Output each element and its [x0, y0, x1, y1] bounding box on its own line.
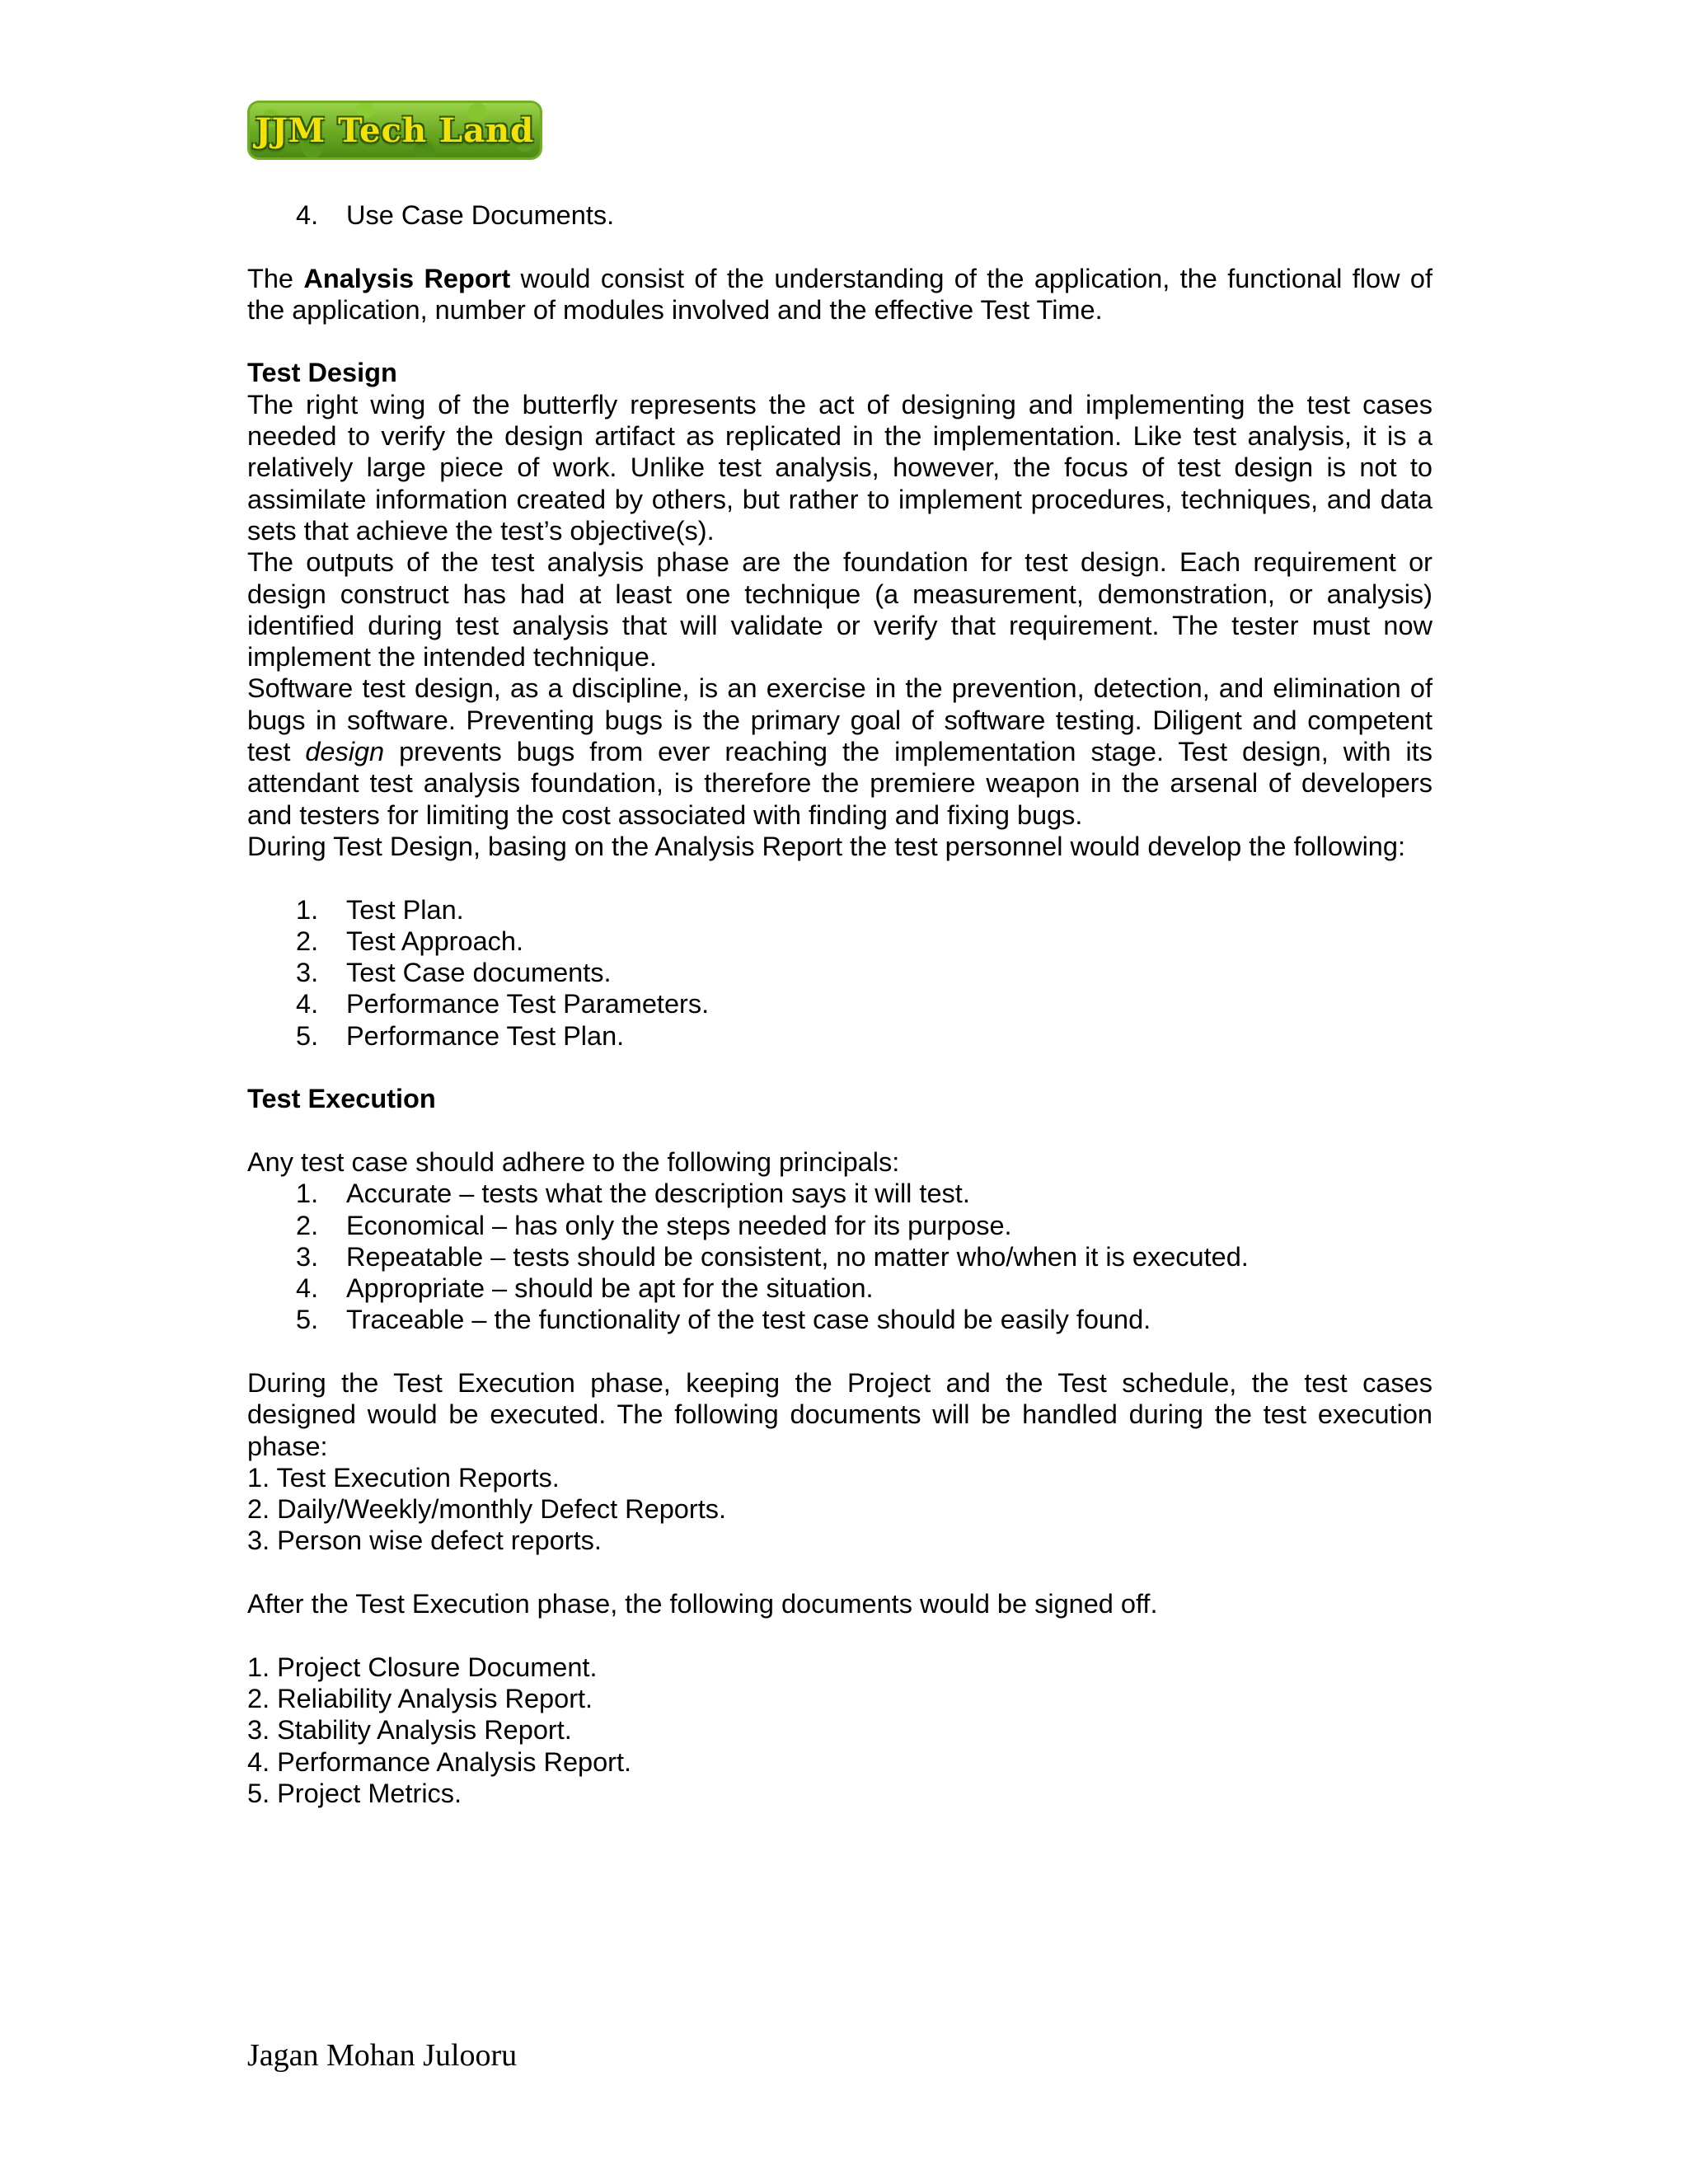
- execution-doc-line: 2. Daily/Weekly/monthly Defect Reports.: [247, 1494, 727, 1525]
- list-item-text: Test Case documents.: [346, 958, 612, 988]
- test-design-paragraph-4: During Test Design, basing on the Analysis Report the test personnel would develop the following:: [247, 831, 1405, 861]
- paragraph-text: prevents bugs from ever reaching the implementation stage. Test design, with its attendant test analysis foundation, is therefore the premiere weapon in the arsenal of developers and testers for limiting the cost associated with finding and fixing bugs.: [247, 737, 1432, 830]
- list-number: 4.: [296, 200, 319, 230]
- execution-phase-paragraph: During the Test Execution phase, keeping the Project and the Test schedule, the test cases designed would be executed. The following documents will be handled during the test execution phase:: [247, 1367, 1432, 1461]
- list-number: 5.: [296, 1020, 319, 1051]
- list-number: 1.: [296, 894, 319, 925]
- principles-list: [247, 1178, 1432, 1335]
- list-item: [247, 1020, 1432, 1052]
- execution-doc-line: 3. Person wise defect reports.: [247, 1526, 602, 1556]
- signoff-paragraph: After the Test Execution phase, the following documents would be signed off.: [247, 1589, 1158, 1619]
- execution-doc-line: 1. Test Execution Reports.: [247, 1462, 560, 1493]
- signoff-doc-line: 4. Performance Analysis Report.: [247, 1746, 632, 1777]
- list-item-text: Performance Test Parameters.: [346, 989, 710, 1019]
- principles-intro: Any test case should adhere to the following principals:: [247, 1146, 900, 1177]
- list-number: 1.: [296, 1179, 319, 1209]
- list-item: [247, 1272, 1432, 1304]
- analysis-report-rest: would consist of the understanding of the application, the functional flow of the application, number of modules involved and the effective Test Time.: [247, 263, 1432, 325]
- signoff-doc-line: 5. Project Metrics.: [247, 1778, 462, 1808]
- document-body: [247, 199, 1432, 1809]
- paragraph-text: Software test design, as a discipline, is an exercise in the prevention, detection, and elimination of bugs in software. Preventing bugs is the primary goal of software testing. Diligent and competent test: [247, 673, 1432, 767]
- list-item-text: Economical – has only the steps needed for its purpose.: [346, 1210, 1012, 1240]
- list-number: 4.: [296, 989, 319, 1019]
- list-item: [247, 199, 1432, 231]
- list-item-text: Accurate – tests what the description says it will test.: [346, 1179, 970, 1209]
- test-design-paragraph-1: The right wing of the butterfly represents the act of designing and implementing the test cases needed to verify the design artifact as replicated in the implementation. Like test analysis, it is a relatively large piece of work. Unlike test analysis, however, the focus of test design is not to assimilate information created by others, but rather to implement procedures, techniques, and data sets that achieve the test’s objective(s).: [247, 389, 1432, 546]
- list-item: [247, 1178, 1432, 1209]
- analysis-report-term: Analysis Report: [303, 263, 511, 293]
- signoff-doc-line: 1. Project Closure Document.: [247, 1652, 598, 1682]
- test-design-paragraph-3: [247, 673, 1432, 830]
- test-execution-heading: Test Execution: [247, 1084, 436, 1114]
- list-number: 2.: [296, 1210, 319, 1240]
- test-design-deliverables-list: [247, 894, 1432, 1052]
- logo-text: JJM Tech Land: [255, 110, 535, 150]
- signoff-doc-line: 2. Reliability Analysis Report.: [247, 1683, 593, 1713]
- list-number: 3.: [296, 958, 319, 988]
- list-item-text: Test Plan.: [346, 894, 464, 925]
- list-item: [247, 957, 1432, 988]
- test-design-paragraph-2: The outputs of the test analysis phase are the foundation for test design. Each requirement or design construct has had at least one technique (a measurement, demonstration, or analysis) identified during test analysis that will validate or verify that requirement. The tester must now implement the intended technique.: [247, 547, 1432, 673]
- analysis-report-paragraph: [247, 263, 1432, 326]
- list-item: [247, 1241, 1432, 1272]
- list-item-text: Appropriate – should be apt for the situation.: [346, 1273, 874, 1304]
- list-number: 2.: [296, 926, 319, 956]
- list-item: [247, 1210, 1432, 1241]
- list-item-text: Test Approach.: [346, 926, 523, 956]
- list-item: [247, 894, 1432, 926]
- top-list: [247, 199, 1432, 231]
- list-item: [247, 988, 1432, 1019]
- list-item: [247, 1304, 1432, 1335]
- list-item-text: Use Case Documents.: [346, 200, 615, 230]
- list-item-text: Traceable – the functionality of the test case should be easily found.: [346, 1305, 1151, 1335]
- list-number: 3.: [296, 1241, 319, 1272]
- signoff-doc-line: 3. Stability Analysis Report.: [247, 1715, 572, 1746]
- analysis-report-prefix: The: [247, 263, 304, 293]
- test-design-heading: Test Design: [247, 358, 397, 388]
- list-item-text: Repeatable – tests should be consistent, no matter who/when it is executed.: [346, 1241, 1249, 1272]
- italic-term: design: [305, 737, 385, 767]
- list-number: 4.: [296, 1273, 319, 1304]
- footer-author: Jagan Mohan Julooru: [247, 2038, 518, 2073]
- list-item: [247, 926, 1432, 957]
- list-number: 5.: [296, 1305, 319, 1335]
- list-item-text: Performance Test Plan.: [346, 1020, 625, 1051]
- jjm-tech-land-logo: [247, 101, 542, 160]
